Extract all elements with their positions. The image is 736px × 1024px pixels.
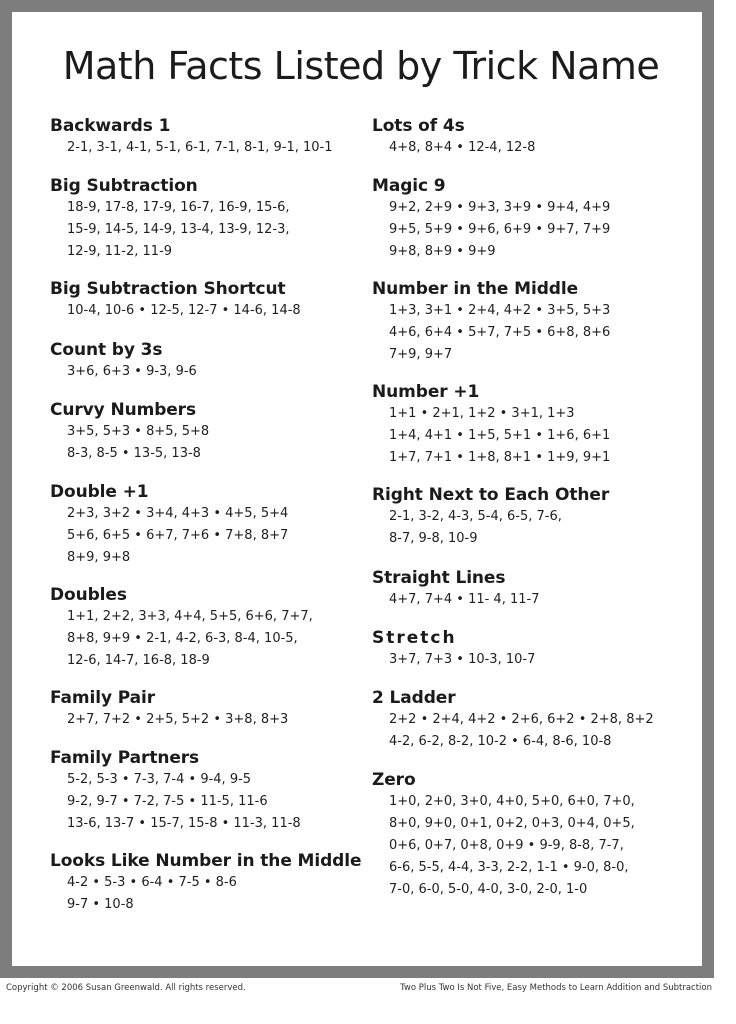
fact-line: 1+7, 7+1 • 1+8, 8+1 • 1+9, 9+1 xyxy=(389,450,611,465)
section-heading: Big Subtraction xyxy=(50,176,198,196)
fact-line: 3+6, 6+3 • 9-3, 9-6 xyxy=(67,364,197,379)
fact-line: 2+7, 7+2 • 2+5, 5+2 • 3+8, 8+3 xyxy=(67,712,289,727)
fact-line: 2+2 • 2+4, 4+2 • 2+6, 6+2 • 2+8, 8+2 xyxy=(389,712,654,727)
fact-line: 2-1, 3-2, 4-3, 5-4, 6-5, 7-6, xyxy=(389,509,562,524)
section-family-partners xyxy=(50,747,301,835)
fact-line: 3+5, 5+3 • 8+5, 5+8 xyxy=(67,424,210,439)
fact-line: 9+2, 2+9 • 9+3, 3+9 • 9+4, 4+9 xyxy=(389,200,611,215)
fact-line: 8+9, 9+8 xyxy=(67,550,131,565)
section-big-subtraction xyxy=(50,175,289,263)
fact-line: 12-6, 14-7, 16-8, 18-9 xyxy=(67,653,210,668)
section-heading: Looks Like Number in the Middle xyxy=(50,851,362,871)
section-heading: Big Subtraction Shortcut xyxy=(50,279,286,299)
fact-line: 8-3, 8-5 • 13-5, 13-8 xyxy=(67,446,201,461)
section-right-next-to-each-other xyxy=(372,484,609,550)
section-heading: Count by 3s xyxy=(50,340,163,360)
fact-line: 7-0, 6-0, 5-0, 4-0, 3-0, 2-0, 1-0 xyxy=(389,882,588,897)
fact-line: 12-9, 11-2, 11-9 xyxy=(67,244,173,259)
fact-line: 7+9, 9+7 xyxy=(389,347,453,362)
fact-line: 4+8, 8+4 • 12-4, 12-8 xyxy=(389,140,536,155)
section-magic-9 xyxy=(372,175,610,263)
fact-line: 2+3, 3+2 • 3+4, 4+3 • 4+5, 5+4 xyxy=(67,506,289,521)
section-heading: Zero xyxy=(372,770,416,790)
fact-line: 5-2, 5-3 • 7-3, 7-4 • 9-4, 9-5 xyxy=(67,772,252,787)
fact-line: 10-4, 10-6 • 12-5, 12-7 • 14-6, 14-8 xyxy=(67,303,301,318)
fact-line: 3+7, 7+3 • 10-3, 10-7 xyxy=(389,652,536,667)
section-heading: Number in the Middle xyxy=(372,279,579,299)
fact-line: 4+7, 7+4 • 11- 4, 11-7 xyxy=(389,592,540,607)
fact-line: 4-2 • 5-3 • 6-4 • 7-5 • 8-6 xyxy=(67,875,237,890)
section-heading: Family Pair xyxy=(50,688,156,708)
section-heading: Number +1 xyxy=(372,382,480,402)
fact-line: 9+8, 8+9 • 9+9 xyxy=(389,244,496,259)
section-big-subtraction-shortcut xyxy=(50,278,301,322)
section-heading: Right Next to Each Other xyxy=(372,485,610,505)
section-heading: Double +1 xyxy=(50,482,149,502)
section-stretch xyxy=(372,627,535,671)
fact-line: 13-6, 13-7 • 15-7, 15-8 • 11-3, 11-8 xyxy=(67,816,301,831)
fact-line: 6-6, 5-5, 4-4, 3-3, 2-2, 1-1 • 9-0, 8-0, xyxy=(389,860,629,875)
fact-line: 9-7 • 10-8 xyxy=(67,897,134,912)
fact-line: 2-1, 3-1, 4-1, 5-1, 6-1, 7-1, 8-1, 9-1, 10-1 xyxy=(67,140,333,155)
page-title: Math Facts Listed by Trick Name xyxy=(62,44,660,88)
fact-line: 15-9, 14-5, 14-9, 13-4, 13-9, 12-3, xyxy=(67,222,290,237)
section-curvy-numbers xyxy=(50,399,209,465)
fact-line: 1+0, 2+0, 3+0, 4+0, 5+0, 6+0, 7+0, xyxy=(389,794,635,809)
section-looks-like-number-in-the-middle xyxy=(50,850,361,916)
fact-line: 1+3, 3+1 • 2+4, 4+2 • 3+5, 5+3 xyxy=(389,303,611,318)
fact-line: 1+4, 4+1 • 1+5, 5+1 • 1+6, 6+1 xyxy=(389,428,611,443)
section-count-by-3s xyxy=(50,339,197,383)
fact-line: 8+8, 9+9 • 2-1, 4-2, 6-3, 8-4, 10-5, xyxy=(67,631,298,646)
section-heading: Lots of 4s xyxy=(372,116,465,136)
section-backwards-1 xyxy=(50,115,332,159)
section-family-pair xyxy=(50,687,288,731)
fact-line: 18-9, 17-8, 17-9, 16-7, 16-9, 15-6, xyxy=(67,200,290,215)
section-heading: Stretch xyxy=(372,628,457,648)
section-heading: Family Partners xyxy=(50,748,200,768)
fact-line: 9-2, 9-7 • 7-2, 7-5 • 11-5, 11-6 xyxy=(67,794,268,809)
section-lots-of-4s xyxy=(372,115,535,159)
section-double-plus-1 xyxy=(50,481,288,569)
fact-line: 9+5, 5+9 • 9+6, 6+9 • 9+7, 7+9 xyxy=(389,222,611,237)
section-zero xyxy=(372,769,635,901)
section-heading: Doubles xyxy=(50,585,127,605)
fact-line: 4+6, 6+4 • 5+7, 7+5 • 6+8, 8+6 xyxy=(389,325,611,340)
fact-line: 8+0, 9+0, 0+1, 0+2, 0+3, 0+4, 0+5, xyxy=(389,816,635,831)
section-doubles xyxy=(50,584,313,672)
fact-line: 8-7, 9-8, 10-9 xyxy=(389,531,478,546)
section-heading: Straight Lines xyxy=(372,568,506,588)
footer-copyright: Copyright © 2006 Susan Greenwald. All rights reserved. xyxy=(6,983,246,993)
section-number-plus-1 xyxy=(372,381,610,469)
section-heading: Backwards 1 xyxy=(50,116,171,136)
fact-line: 0+6, 0+7, 0+8, 0+9 • 9-9, 8-8, 7-7, xyxy=(389,838,624,853)
footer-book-title: Two Plus Two Is Not Five, Easy Methods to Learn Addition and Subtraction xyxy=(400,983,712,993)
fact-line: 5+6, 6+5 • 6+7, 7+6 • 7+8, 8+7 xyxy=(67,528,289,543)
fact-line: 1+1 • 2+1, 1+2 • 3+1, 1+3 xyxy=(389,406,575,421)
fact-line: 4-2, 6-2, 8-2, 10-2 • 6-4, 8-6, 10-8 xyxy=(389,734,612,749)
section-heading: Curvy Numbers xyxy=(50,400,196,420)
fact-line: 1+1, 2+2, 3+3, 4+4, 5+5, 6+6, 7+7, xyxy=(67,609,313,624)
section-straight-lines xyxy=(372,567,539,611)
section-2-ladder xyxy=(372,687,654,753)
section-heading: 2 Ladder xyxy=(372,688,456,708)
section-number-in-the-middle xyxy=(372,278,610,366)
section-heading: Magic 9 xyxy=(372,176,446,196)
